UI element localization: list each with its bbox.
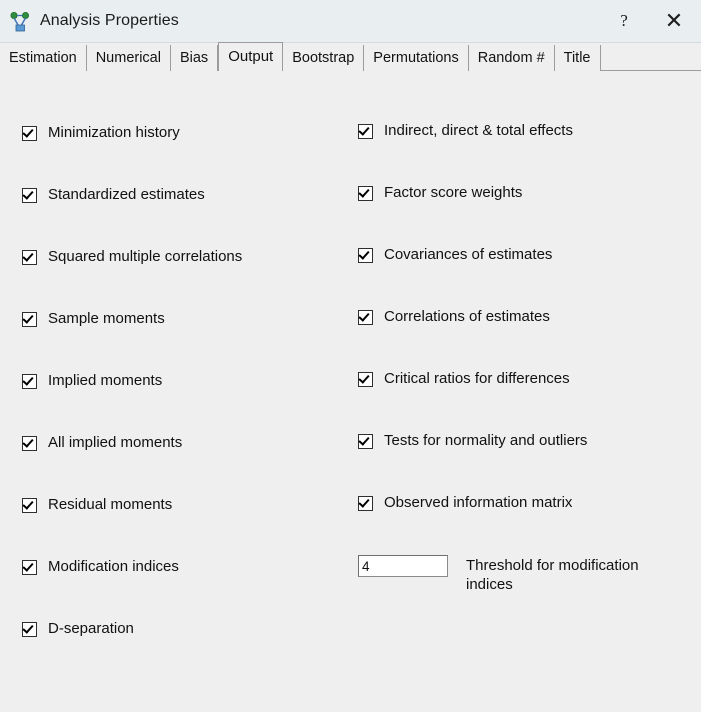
checkbox-tests-for-normality-and-outliers[interactable] — [358, 431, 678, 493]
checkbox-icon[interactable] — [358, 124, 373, 139]
checkbox-correlations-of-estimates[interactable] — [358, 307, 678, 369]
output-tab-panel — [0, 71, 701, 712]
checkbox-label: Factor score weights — [384, 184, 523, 201]
threshold-for-modification-indices-row — [358, 555, 678, 617]
tab-output[interactable]: Output — [218, 42, 283, 71]
tab-strip — [0, 43, 701, 71]
checkbox-label: All implied moments — [48, 434, 183, 451]
checkbox-residual-moments[interactable] — [22, 495, 322, 557]
checkbox-icon[interactable] — [358, 310, 373, 325]
tab-numerical[interactable]: Numerical — [87, 45, 171, 71]
close-icon[interactable]: ✕ — [664, 8, 684, 33]
checkbox-label: Covariances of estimates — [384, 246, 553, 263]
titlebar — [0, 0, 701, 43]
checkbox-label: Critical ratios for differences — [384, 370, 570, 387]
checkbox-icon[interactable] — [22, 498, 37, 513]
checkbox-sample-moments[interactable] — [22, 309, 322, 371]
tab-title[interactable]: Title — [555, 45, 601, 71]
checkbox-icon[interactable] — [22, 560, 37, 575]
titlebar-buttons — [601, 0, 701, 42]
checkbox-modification-indices[interactable] — [22, 557, 322, 619]
checkbox-label: Implied moments — [48, 372, 163, 389]
help-button[interactable]: ? — [620, 11, 628, 30]
checkbox-label: Correlations of estimates — [384, 308, 550, 325]
checkbox-icon[interactable] — [358, 248, 373, 263]
checkbox-all-implied-moments[interactable] — [22, 433, 322, 495]
checkbox-icon[interactable] — [358, 372, 373, 387]
checkbox-minimization-history[interactable] — [22, 123, 322, 185]
checkbox-standardized-estimates[interactable] — [22, 185, 322, 247]
tab-estimation[interactable]: Estimation — [0, 45, 87, 71]
checkbox-indirect-direct-total-effects[interactable] — [358, 121, 678, 183]
checkbox-icon[interactable] — [22, 374, 37, 389]
tab-random-number[interactable]: Random # — [469, 45, 555, 71]
checkbox-label: Standardized estimates — [48, 186, 205, 203]
output-options-left-column — [22, 123, 322, 681]
checkbox-observed-information-matrix[interactable] — [358, 493, 678, 555]
checkbox-factor-score-weights[interactable] — [358, 183, 678, 245]
checkbox-label: Modification indices — [48, 558, 179, 575]
threshold-input[interactable] — [358, 555, 448, 577]
checkbox-label: Residual moments — [48, 496, 173, 513]
checkbox-implied-moments[interactable] — [22, 371, 322, 433]
page-title: Analysis Properties — [40, 12, 179, 29]
checkbox-icon[interactable] — [358, 496, 373, 511]
checkbox-icon[interactable] — [22, 436, 37, 451]
checkbox-icon[interactable] — [358, 186, 373, 201]
checkbox-label: Tests for normality and outliers — [384, 432, 588, 449]
checkbox-icon[interactable] — [358, 434, 373, 449]
checkbox-label: Observed information matrix — [384, 494, 573, 511]
checkbox-icon[interactable] — [22, 126, 37, 141]
checkbox-label: Minimization history — [48, 124, 180, 141]
amos-network-icon — [9, 11, 31, 33]
checkbox-icon[interactable] — [22, 622, 37, 637]
checkbox-icon[interactable] — [22, 188, 37, 203]
checkbox-critical-ratios-for-differences[interactable] — [358, 369, 678, 431]
output-options-right-column — [358, 121, 678, 617]
checkbox-d-separation[interactable] — [22, 619, 322, 681]
checkbox-label: D-separation — [48, 620, 134, 637]
checkbox-icon[interactable] — [22, 312, 37, 327]
checkbox-icon[interactable] — [22, 250, 37, 265]
checkbox-label: Sample moments — [48, 310, 165, 327]
checkbox-squared-multiple-correlations[interactable] — [22, 247, 322, 309]
tab-permutations[interactable]: Permutations — [364, 45, 468, 71]
tab-bootstrap[interactable]: Bootstrap — [283, 45, 364, 71]
threshold-label: Threshold for modification indices — [466, 557, 639, 593]
tab-bias[interactable]: Bias — [171, 45, 218, 71]
checkbox-label: Squared multiple correlations — [48, 248, 243, 265]
checkbox-label: Indirect, direct & total effects — [384, 122, 573, 139]
checkbox-covariances-of-estimates[interactable] — [358, 245, 678, 307]
